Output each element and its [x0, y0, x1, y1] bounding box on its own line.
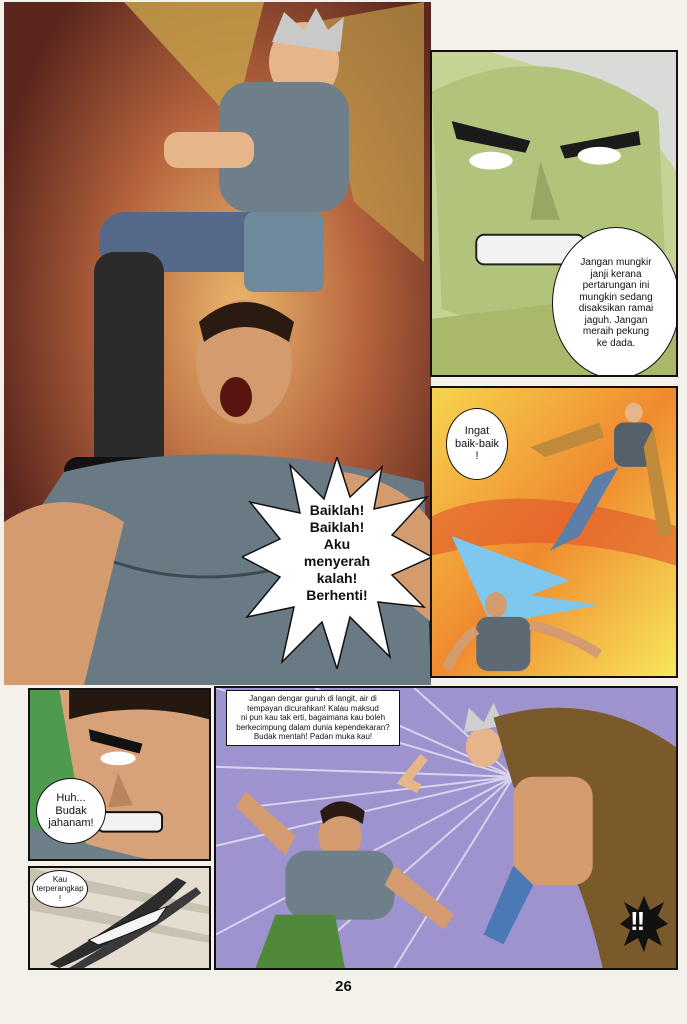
- bubble-line: meraih pekung: [582, 326, 650, 337]
- caption-line: Jangan dengar guruh di langit, air di: [249, 694, 377, 703]
- panel-top-left: [4, 2, 431, 685]
- burst-line: Berhenti!: [306, 587, 368, 604]
- bubble-line: Huh...: [56, 792, 86, 805]
- speech-bubble-huh: [36, 778, 106, 844]
- bubble-line: disaksikan ramai: [578, 303, 654, 314]
- bubble-line: Budak: [55, 804, 87, 817]
- sfx-burst: [620, 896, 668, 952]
- speech-bubble-warning: [552, 227, 678, 377]
- bubble-line: baik-baik: [454, 437, 500, 450]
- speech-bubble-trapped: [32, 870, 88, 908]
- bubble-line: pertarungan ini: [582, 280, 650, 291]
- bubble-line: !: [58, 893, 62, 903]
- panel-top-right: [430, 50, 678, 377]
- bubble-line: Ingat: [464, 425, 490, 438]
- bubble-line: mungkin sedang: [579, 291, 653, 303]
- narration-caption: [226, 690, 400, 746]
- bubble-line: jaguh. Jangan: [584, 314, 648, 326]
- panel-bottom-left-bottom: [28, 866, 211, 970]
- bubble-line: jahanam!: [48, 817, 94, 830]
- caption-line: ni pun kau tak erti, bagaimana kau boleh: [240, 713, 386, 723]
- burst-line: Baiklah!: [309, 519, 365, 536]
- caption-line: tempayan dicurahkan! Kalau maksud: [247, 703, 379, 713]
- bubble-line: !: [475, 450, 479, 463]
- burst-line: Aku: [323, 536, 351, 553]
- page-number: 26: [335, 978, 352, 995]
- bubble-line: Jangan mungkir: [580, 257, 652, 268]
- speech-bubble-remember: [446, 408, 508, 480]
- burst-line: menyerah: [303, 553, 371, 570]
- bubble-line: janji kerana: [590, 268, 642, 280]
- burst-line: Baiklah!: [309, 502, 365, 518]
- panel-bottom-right: [214, 686, 678, 970]
- panel-bottom-left-top: [28, 688, 211, 861]
- bubble-line: Kau: [52, 875, 68, 885]
- caption-line: Budak mentah! Padan muka kau!: [253, 732, 373, 742]
- bubble-line: terperangkap: [36, 884, 84, 894]
- burst-line: kalah!: [316, 570, 358, 587]
- burst-text: [272, 502, 402, 604]
- panel-middle-right: [430, 386, 678, 678]
- sfx-exclamation: !!: [630, 906, 644, 936]
- bubble-line: ke dada.: [596, 337, 636, 349]
- caption-line: berkecimpung dalam dunia kependekaran?: [236, 722, 390, 732]
